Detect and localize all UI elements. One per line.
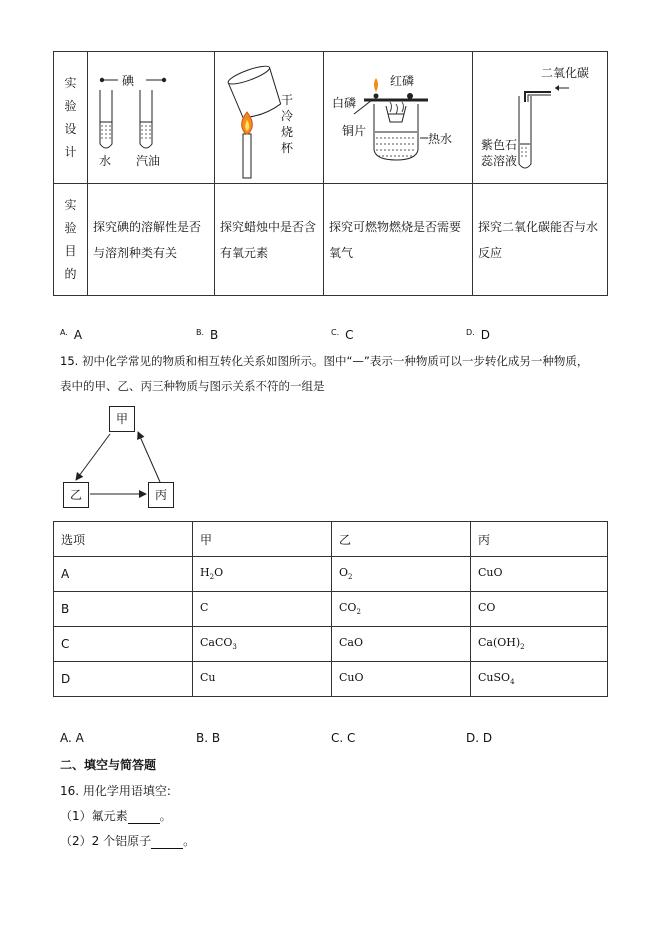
q15-line2: 表中的甲、乙、丙三种物质与图示关系不符的一组是: [60, 379, 325, 393]
table-row: B C $CO_2$ CO: [54, 592, 608, 627]
answer-blank-1[interactable]: [128, 811, 160, 824]
q16-title: 16. 用化学用语填空:: [60, 784, 171, 798]
option-c[interactable]: $^{C.}$ C: [331, 328, 354, 342]
label-gasoline: 汽油: [136, 154, 161, 168]
label-red-phosphorus: 红磷: [390, 74, 415, 88]
table-row: A $H_2O$ $O_2$ CuO: [54, 557, 608, 592]
col-yi: 乙: [332, 522, 471, 557]
table-header-row: [54, 522, 608, 557]
col-bing: 丙: [471, 522, 608, 557]
table-row: C CaCO$_3$ CaO $Ca(OH)_2$: [54, 627, 608, 662]
row-label-purpose: 实 验 目 的: [54, 184, 88, 296]
label-iodine: 碘: [122, 74, 135, 88]
answer-blank-2[interactable]: [151, 836, 183, 849]
node-jia: 甲: [109, 406, 135, 432]
label-copper-sheet: 铜片: [342, 124, 367, 138]
table-row: D Cu CuO CuSO$_4$: [54, 662, 608, 697]
label-co2: 二氧化碳: [541, 66, 590, 80]
label-litmus-1: 紫色石: [481, 138, 518, 152]
figure-b-cell: [215, 52, 324, 184]
label-litmus-2: 蕊溶液: [481, 154, 518, 168]
option2-b[interactable]: B. B: [196, 731, 221, 745]
option-b[interactable]: $^{B.}$ B: [196, 328, 219, 342]
experiment-table: [53, 51, 608, 296]
figure-d-cell: [473, 52, 608, 184]
purpose-c: 探究可燃物燃烧是否需要 氧气: [324, 184, 473, 296]
option2-a[interactable]: A. A: [60, 731, 84, 745]
figure-a-cell: [88, 52, 215, 184]
label-white-phosphorus: 白磷: [332, 96, 357, 110]
figure-c-cell: [324, 52, 473, 184]
candle-beaker-figure: [215, 52, 323, 180]
node-yi: 乙: [63, 482, 89, 508]
purpose-d: 探究二氧化碳能否与水 反应: [473, 184, 608, 296]
node-bing: 丙: [148, 482, 174, 508]
purpose-b: 探究蜡烛中是否含 有氧元素: [215, 184, 324, 296]
section-heading: 二、填空与简答题: [60, 758, 157, 772]
label-water: 水: [99, 154, 112, 168]
option2-c[interactable]: C. C: [331, 731, 356, 745]
q16-item1: （1）氟元素 。: [60, 809, 172, 823]
q15-line1: 15. 初中化学常见的物质和相互转化关系如图所示。图中“—”表示一种物质可以一步转化成另一种物质，: [60, 354, 589, 368]
col-option: 选项: [54, 522, 193, 557]
option-a[interactable]: $^{A.}$ A: [60, 328, 83, 342]
col-jia: 甲: [193, 522, 332, 557]
purpose-a: 探究碘的溶解性是否 与溶剂种类有关: [88, 184, 215, 296]
label-hot-water: 热水: [428, 132, 453, 146]
option2-d[interactable]: D. D: [466, 731, 493, 745]
substance-table: [53, 521, 608, 697]
row-label-design: 实 验 设 计: [54, 52, 88, 184]
label-dry-cold-beaker: 干 冷 烧 杯: [281, 93, 294, 155]
q16-item2: （2）2 个铝原子 。: [60, 834, 196, 848]
option-d[interactable]: $^{D.}$ D: [466, 328, 490, 342]
